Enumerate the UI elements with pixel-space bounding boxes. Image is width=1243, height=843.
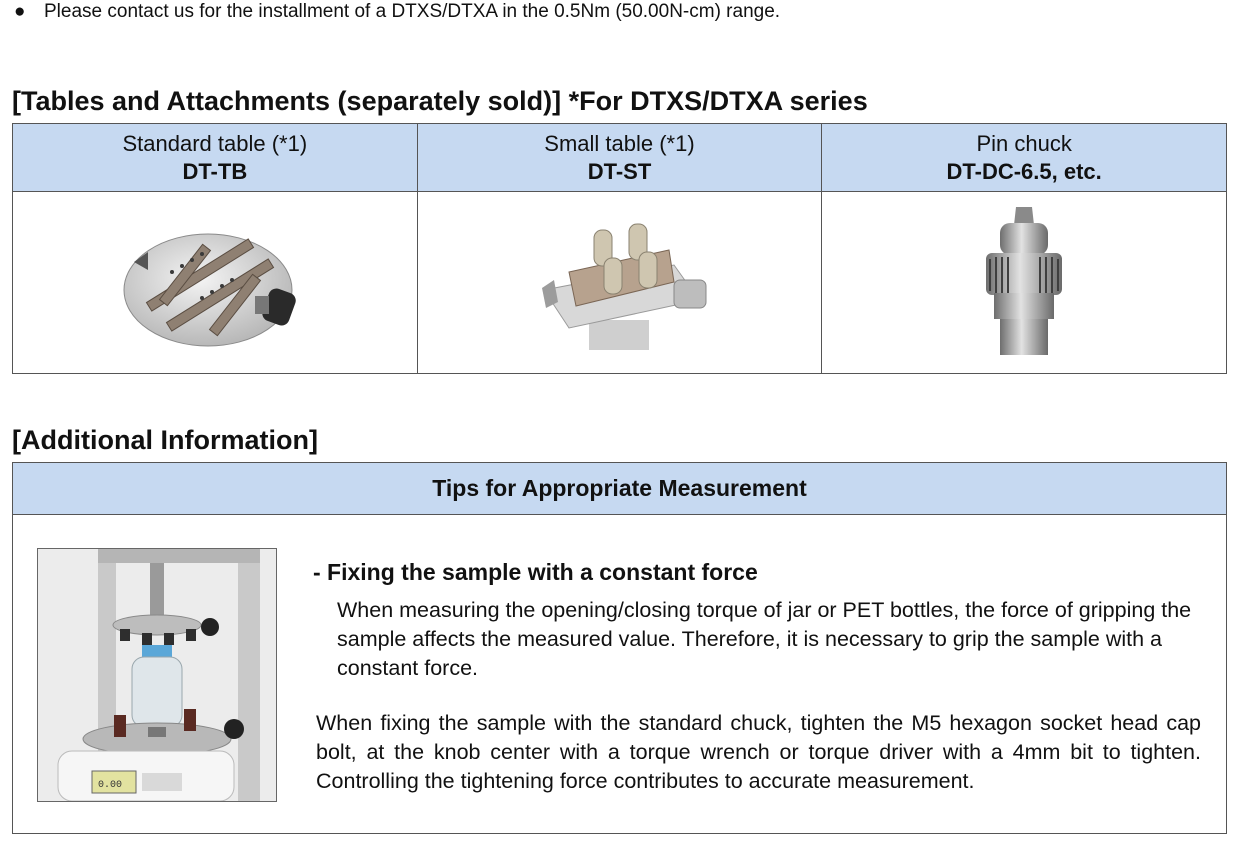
attachment-image-cell [13,192,418,374]
attachments-table [12,123,1227,374]
attachment-header-pin-chuck [822,124,1227,192]
attachment-name: Pin chuck [976,130,1072,156]
tips-box [12,462,1227,834]
attachment-header-small-table [417,124,822,192]
attachment-image-cell [417,192,822,374]
tip-paragraph-tightening: When fixing the sample with the standard chuck, tighten the M5 hexagon socket head cap bolt, at the knob center with a torque wrench or torque driver with a 4mm bit to tighten. Controlling the tightening force contributes to accurate measurement. [316,711,1201,793]
notice-text: Please contact us for the installment of a DTXS/DTXA in the 0.5Nm (50.00N-cm) range. [44,1,781,22]
small-vise-table-image [524,210,714,350]
attachments-image-row [13,192,1227,374]
attachment-image-cell [822,192,1227,374]
attachment-code: DT-TB [182,158,248,184]
bullet-icon: ● [14,1,26,22]
additional-section-title: [Additional Information] [12,425,318,455]
tips-header: Tips for Appropriate Measurement [13,463,1226,515]
tip-paragraph-gripping: When measuring the opening/closing torque of jar or PET bottles, the force of gripping the sample affects the measured value. Therefore, it is necessary to grip the sample with a constant force. [337,598,1192,680]
attachment-code: DT-ST [587,158,652,184]
tip-subtitle: - Fixing the sample with a constant force [313,559,758,585]
rotary-table-image [120,210,310,350]
attachment-name: Small table (*1) [544,130,695,156]
installment-notice [14,1,780,23]
torque-tester-with-bottle-photo [38,549,276,801]
display-reading: 0.00 [98,780,123,791]
drill-chuck-image [964,205,1084,355]
attachments-section-title: [Tables and Attachments (separately sold)] *For DTXS/DTXA series [12,86,868,116]
attachment-code: DT-DC-6.5, etc. [946,158,1102,184]
attachment-header-standard-table [13,124,418,192]
attachments-header-row [13,124,1227,192]
attachment-name: Standard table (*1) [122,130,308,156]
torque-tester-photo [37,548,277,802]
